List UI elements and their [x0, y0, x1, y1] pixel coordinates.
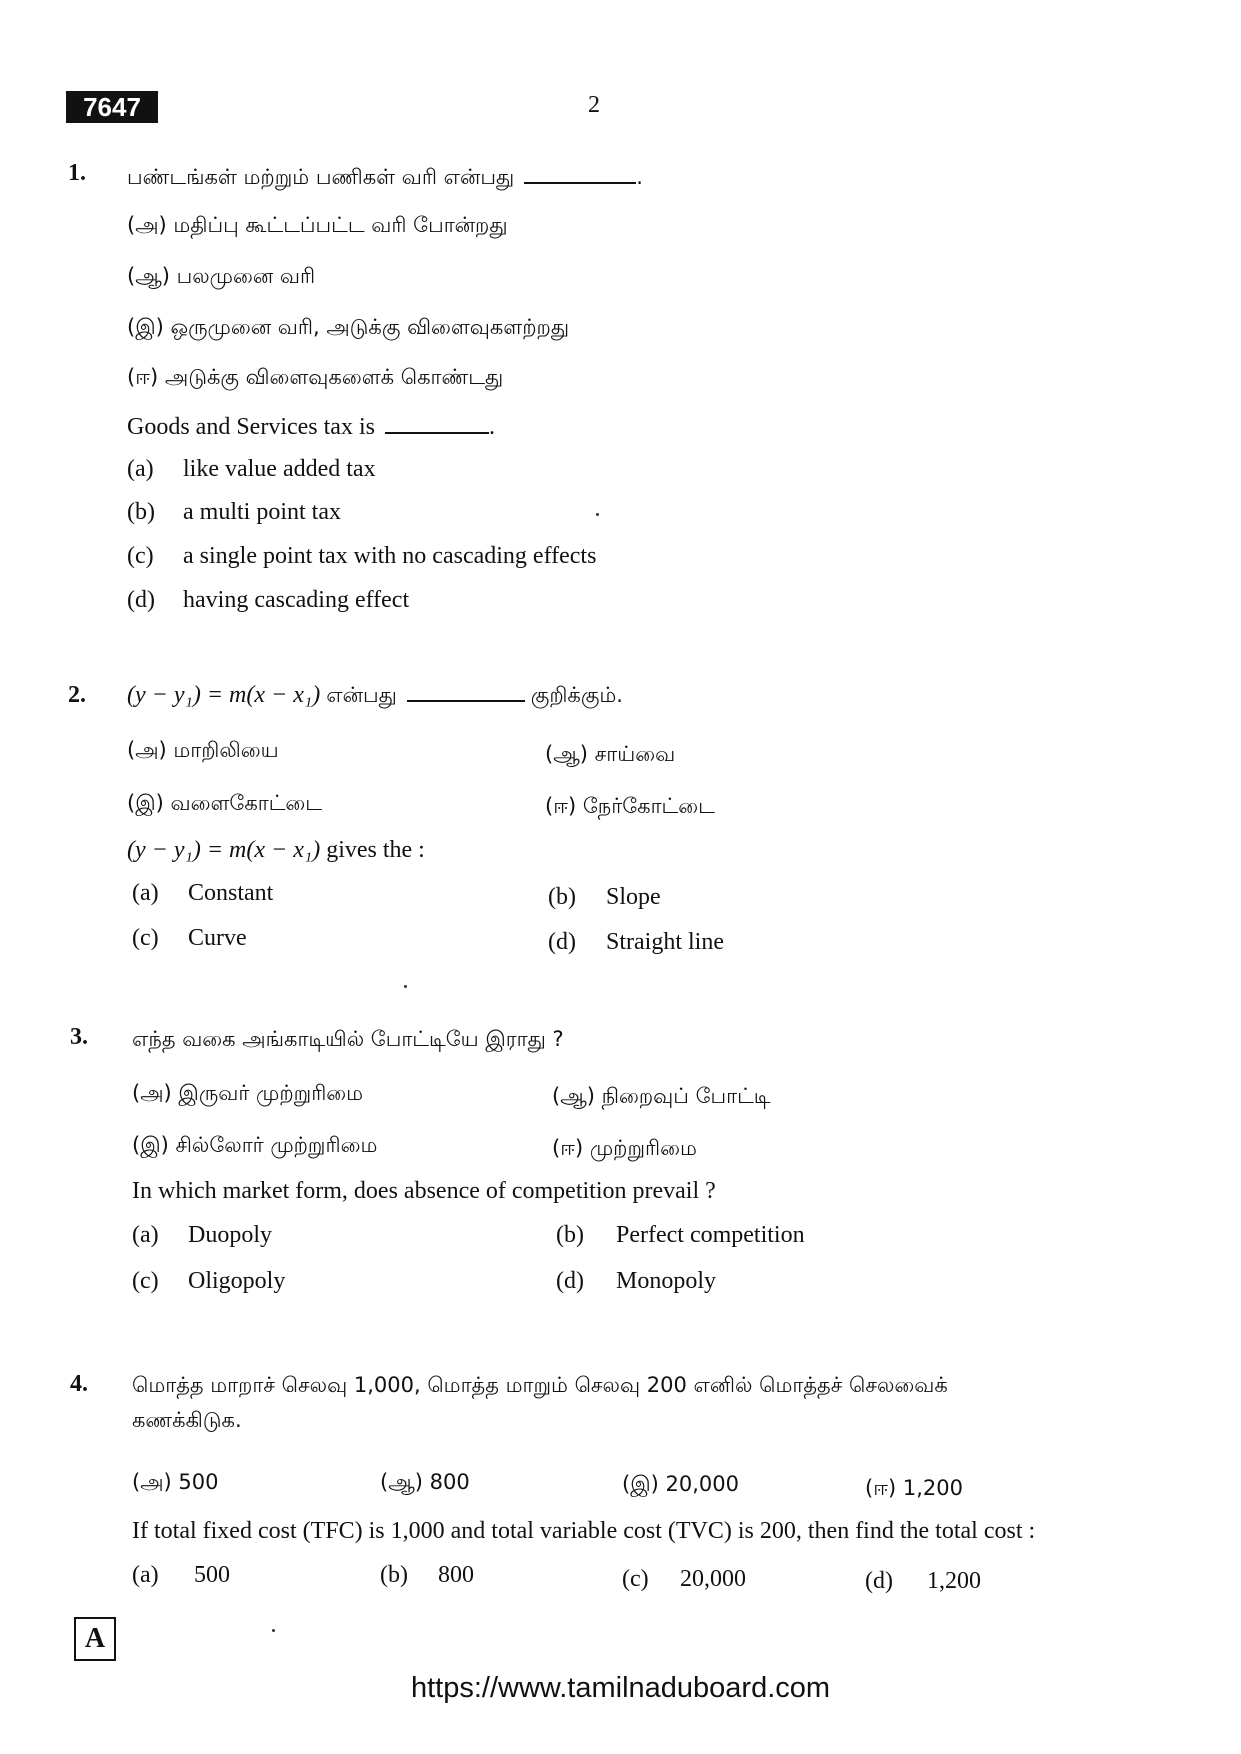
- option-text: Monopoly: [616, 1268, 717, 1294]
- footer-url[interactable]: https://www.tamilnaduboard.com: [410, 1672, 831, 1704]
- blank-line: [524, 164, 636, 184]
- question-2-option-b: [548, 884, 661, 911]
- option-label: (b): [380, 1562, 408, 1588]
- question-1-option-b: [127, 499, 341, 526]
- option-label: (a): [127, 456, 154, 482]
- question-2-option-a: [132, 880, 273, 907]
- scan-speck: [596, 513, 599, 516]
- option-label: (a): [132, 880, 159, 906]
- scan-speck: [272, 1629, 275, 1632]
- option-text: Slope: [606, 884, 661, 910]
- option-label: (a): [132, 1222, 159, 1248]
- option-label: (c): [132, 925, 159, 951]
- question-3-tamil-option-2: (ஆ) நிறைவுப் போட்டி: [552, 1084, 771, 1108]
- option-label: (c): [132, 1268, 159, 1294]
- question-1-option-c: [127, 543, 596, 570]
- option-text: having cascading effect: [183, 587, 410, 613]
- question-2-option-c: [132, 925, 247, 952]
- question-1-tamil: [127, 164, 643, 192]
- question-2-tamil-mid: என்பது: [326, 683, 397, 707]
- option-text: like value added tax: [183, 456, 376, 482]
- question-4-option-b: [380, 1562, 474, 1589]
- question-2-tamil-option-1: (அ) மாறிலியை: [127, 738, 279, 762]
- question-1-tamil-option-3: (இ) ஒருமுனை வரி, அடுக்கு விளைவுகளற்றது: [127, 315, 570, 339]
- question-4-option-a: [132, 1562, 230, 1589]
- option-text: Duopoly: [188, 1222, 272, 1248]
- question-1-number: 1.: [68, 160, 86, 186]
- scan-speck: [404, 985, 407, 988]
- option-label: (b): [556, 1222, 584, 1248]
- question-3-tamil: எந்த வகை அங்காடியில் போட்டியே இராது ?: [132, 1027, 564, 1051]
- question-1-tamil-option-1: (அ) மதிப்பு கூட்டப்பட்ட வரி போன்றது: [127, 213, 508, 237]
- question-1-tamil-option-2: (ஆ) பலமுனை வரி: [127, 264, 316, 288]
- option-label: (d): [548, 929, 576, 955]
- question-2-tamil: [127, 682, 623, 710]
- option-text: a single point tax with no cascading effects: [183, 543, 597, 569]
- option-text: 1,200: [927, 1568, 981, 1594]
- question-4-option-c: [622, 1566, 746, 1593]
- question-4-tamil-option-2: (ஆ) 800: [380, 1470, 470, 1494]
- option-text: 500: [194, 1562, 230, 1588]
- option-label: (d): [127, 587, 155, 613]
- question-3-option-a: [132, 1222, 272, 1249]
- question-1-tamil-text: பண்டங்கள் மற்றும் பணிகள் வரி என்பது: [127, 165, 515, 189]
- option-text: Perfect competition: [616, 1222, 805, 1248]
- question-4-option-d: [865, 1568, 981, 1595]
- question-3-option-b: [556, 1222, 805, 1249]
- option-text: Oligopoly: [188, 1268, 286, 1294]
- question-2-formula: (y − y₁) = m(x − x₁): [127, 682, 321, 708]
- question-2-tamil-option-2: (ஆ) சாய்வை: [545, 742, 676, 766]
- question-2-number: 2.: [68, 682, 86, 708]
- page-number: 2: [588, 92, 600, 118]
- question-2-tamil-option-4: (ஈ) நேர்கோட்டை: [545, 794, 715, 818]
- question-2-english: [127, 837, 425, 864]
- option-text: a multi point tax: [183, 499, 341, 525]
- question-2-english-text: gives the :: [326, 837, 425, 863]
- option-label: (c): [127, 543, 154, 569]
- option-label: (d): [556, 1268, 584, 1294]
- question-4-tamil-option-1: (அ) 500: [132, 1470, 219, 1494]
- question-2-option-d: [548, 929, 724, 956]
- question-3-number: 3.: [70, 1024, 88, 1050]
- question-4-english: If total fixed cost (TFC) is 1,000 and total variable cost (TVC) is 200, then find the total cost :: [132, 1518, 1036, 1544]
- question-3-english: In which market form, does absence of competition prevail ?: [132, 1178, 716, 1204]
- option-text: Straight line: [606, 929, 724, 955]
- question-1-english: [127, 414, 495, 441]
- option-label: (b): [548, 884, 576, 910]
- question-4-tamil-line2: கணக்கிடுக.: [132, 1408, 242, 1432]
- question-4-tamil-option-4: (ஈ) 1,200: [865, 1476, 963, 1500]
- question-1-option-a: [127, 456, 376, 483]
- question-3-tamil-option-1: (அ) இருவர் முற்றுரிமை: [132, 1081, 364, 1105]
- question-4-tamil-line1: மொத்த மாறாச் செலவு 1,000, மொத்த மாறும் செலவு 200 எனில் மொத்தச் செலவைக்: [132, 1373, 948, 1397]
- paper-code: 7647: [66, 91, 158, 123]
- option-label: (a): [132, 1562, 159, 1588]
- question-2-formula-en: (y − y₁) = m(x − x₁): [127, 837, 321, 863]
- option-label: (d): [865, 1568, 893, 1594]
- question-1-tamil-option-4: (ஈ) அடுக்கு விளைவுகளைக் கொண்டது: [127, 365, 504, 389]
- question-4-number: 4.: [70, 1371, 88, 1397]
- option-text: 800: [438, 1562, 474, 1588]
- option-label: (c): [622, 1566, 649, 1592]
- option-text: Constant: [188, 880, 274, 906]
- question-2-tamil-option-3: (இ) வளைகோட்டை: [127, 791, 323, 815]
- question-1-english-end: .: [488, 414, 495, 440]
- question-3-option-c: [132, 1268, 285, 1295]
- option-text: 20,000: [680, 1566, 746, 1592]
- question-1-tamil-end: .: [636, 165, 643, 189]
- question-3-option-d: [556, 1268, 716, 1295]
- question-2-tamil-end: குறிக்கும்.: [530, 683, 623, 707]
- option-text: Curve: [188, 925, 247, 951]
- question-3-tamil-option-3: (இ) சில்லோர் முற்றுரிமை: [132, 1133, 378, 1157]
- answer-box-marker: A: [74, 1617, 116, 1661]
- blank-line: [407, 682, 525, 702]
- question-1-option-d: [127, 587, 409, 614]
- question-1-english-text: Goods and Services tax is: [127, 414, 375, 440]
- option-label: (b): [127, 499, 155, 525]
- question-3-tamil-option-4: (ஈ) முற்றுரிமை: [552, 1136, 697, 1160]
- blank-line: [385, 414, 489, 434]
- question-4-tamil-option-3: (இ) 20,000: [622, 1472, 739, 1496]
